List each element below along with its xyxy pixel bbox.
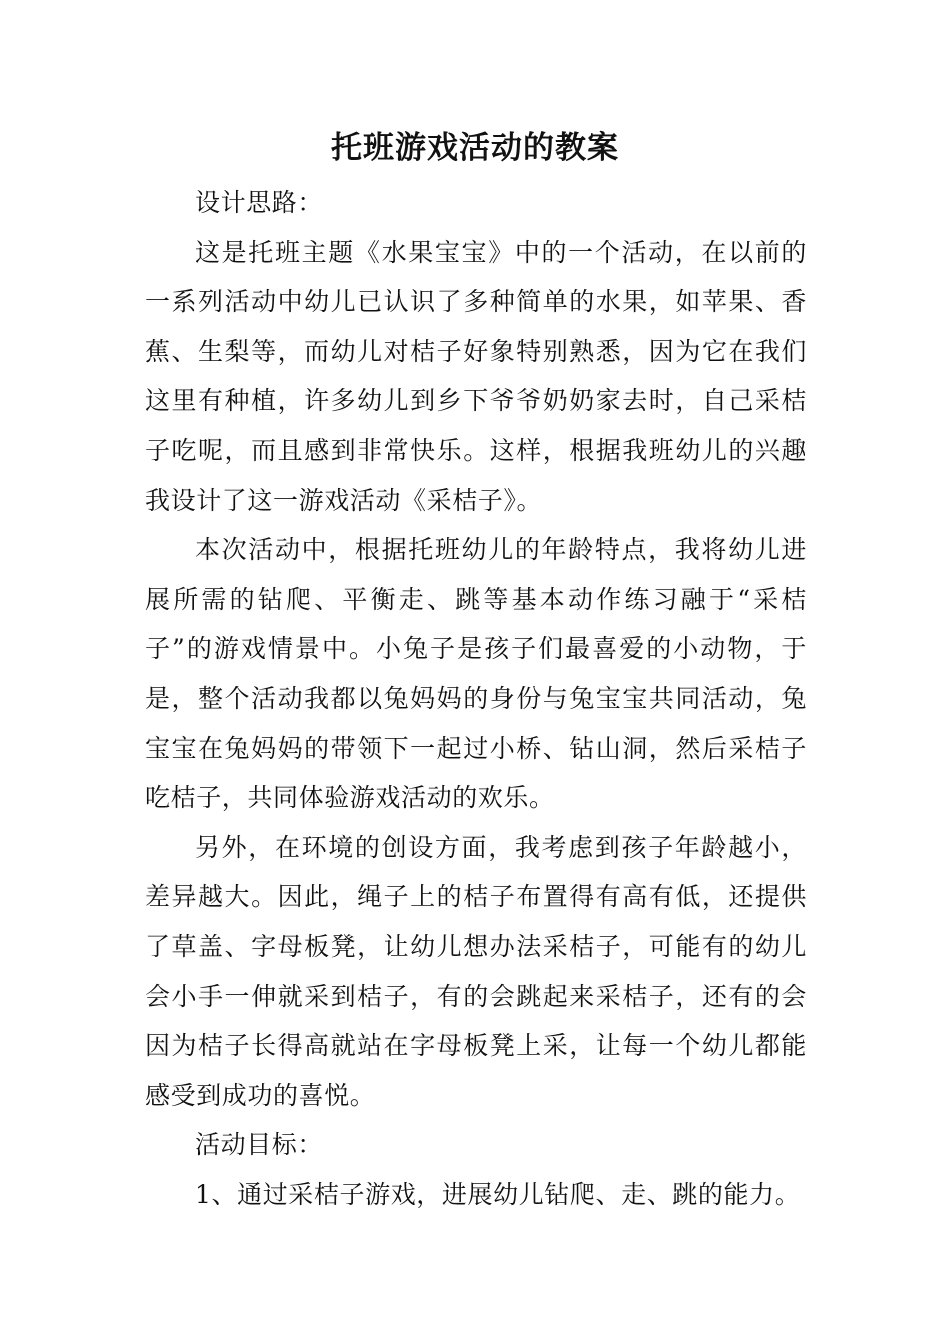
document-body <box>145 178 807 1219</box>
goal-item-1: 1、通过采桔子游戏，进展幼儿钻爬、走、跳的能力。 <box>195 1179 801 1209</box>
section-heading-design: 设计思路： <box>195 188 324 217</box>
paragraph-2: 本次活动中，根据托班幼儿的年龄特点，我将幼儿进展所需的钻爬、平衡走、跳等基本动作练习融于“采桔子”的游戏情景中。小兔子是孩子们最喜爱的小动物，于是，整个活动我都以兔妈妈的身份与兔宝宝共同活动，兔宝宝在兔妈妈的带领下一起过小桥、钻山洞，然后采桔子吃桔子，共同体验游戏活动的欢乐。 <box>145 535 807 813</box>
section-heading-goals: 活动目标： <box>195 1130 324 1160</box>
document-title: 托班游戏活动的教案 <box>331 130 619 166</box>
paragraph-3: 另外，在环境的创设方面，我考虑到孩子年龄越小，差异越大。因此，绳子上的桔子布置得有高有低，还提供了草盖、字母板凳，让幼儿想办法采桔子，可能有的幼儿会小手一伸就采到桔子，有的会跳起来采桔子，还有的会因为桔子长得高就站在字母板凳上采，让每一个幼儿都能感受到成功的喜悦。 <box>145 832 807 1110</box>
paragraph-1: 这是托班主题《水果宝宝》中的一个活动，在以前的一系列活动中幼儿已认识了多种简单的水果，如苹果、香蕉、生梨等，而幼儿对桔子好象特别熟悉，因为它在我们这里有种植，许多幼儿到乡下爷爷奶奶家去时，自己采桔子吃呢，而且感到非常快乐。这样，根据我班幼儿的兴趣我设计了这一游戏活动《采桔子》。 <box>145 237 807 515</box>
